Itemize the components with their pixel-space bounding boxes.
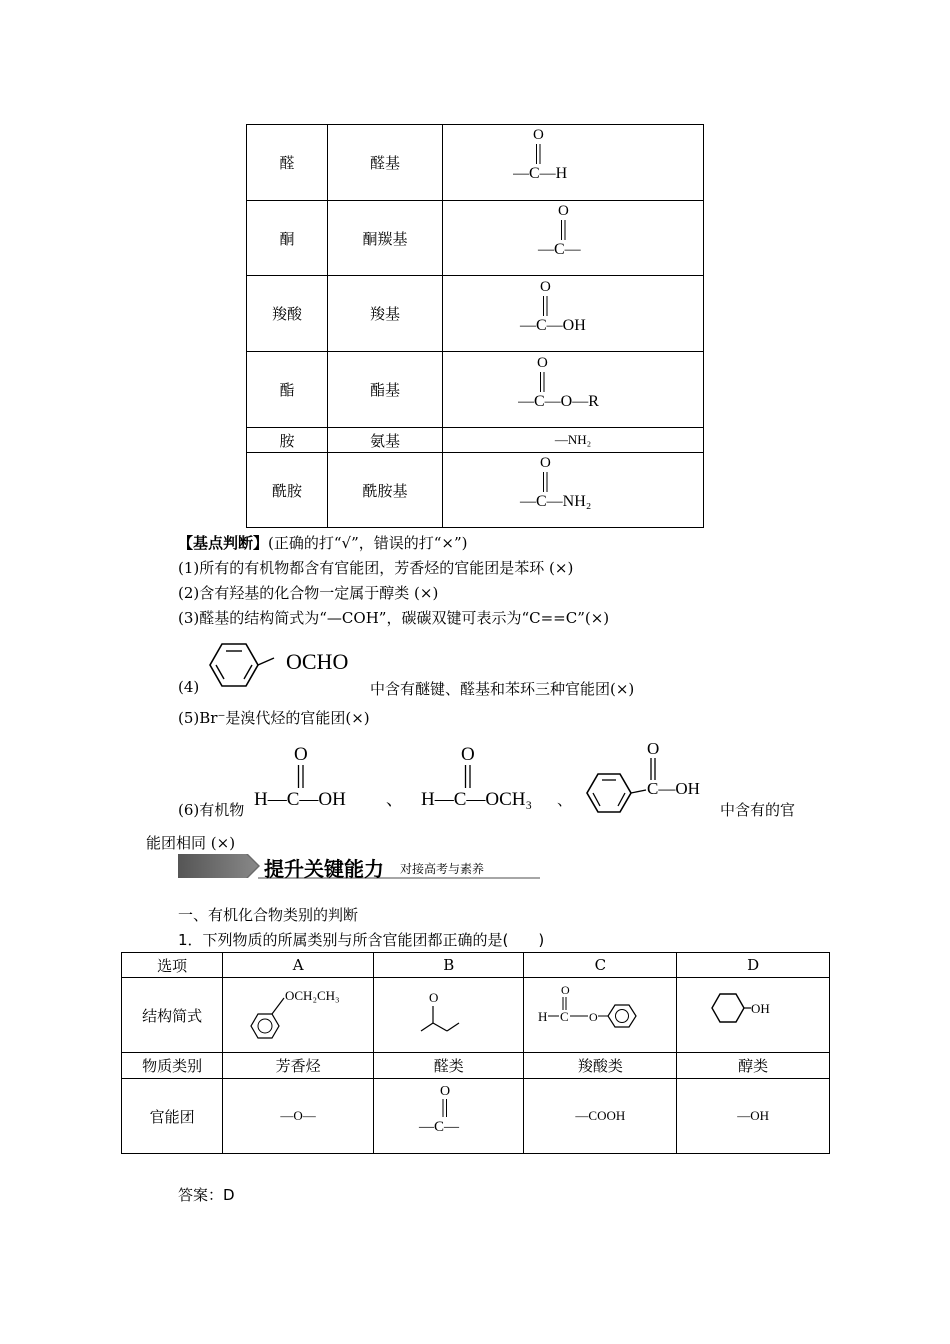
formula-text: OCHO [286,649,349,674]
formula-cell [443,453,704,528]
judgment-item-6-cont: 能团相同 (×) [146,834,236,852]
oxygen-label: O [561,983,570,997]
separator: 、 [557,793,573,809]
question-text: 1．下列物质的所属类别与所含官能团都正确的是( ) [178,931,545,949]
class-cell: 羧酸类 [524,1053,677,1079]
formic-acid-formula: H—C—OH [254,789,346,810]
table-row [122,978,830,1053]
banner-title: 提升关键能力 [264,857,384,881]
table-row [247,125,704,201]
judgment-item-4-text: 中含有醚键、醛基和苯环三种官能团(×) [370,680,635,698]
class-cell: 醛 [247,125,328,201]
phenyl-formate-structure-c [530,978,670,1048]
carboxyl-structure [518,277,628,347]
class-cell: 酮 [247,201,328,276]
oxygen-label: O [558,203,569,219]
oxygen-label: O [540,455,551,471]
oxygen-label: O [439,1084,450,1099]
group-cell: —O— [223,1079,374,1154]
group-cell: 醛基 [328,125,443,201]
structure-cell-d [677,978,830,1053]
item6-structures [254,738,724,818]
oxygen-label: O [537,354,548,371]
structure-cell-b [374,978,524,1053]
table-row [247,428,704,453]
table-header-row [122,953,830,978]
table-row [247,352,704,428]
group-cell: 酰胺基 [328,453,443,528]
judgment-instruction: (正确的打“√”，错误的打“×”) [268,534,468,552]
header-cell: 选项 [122,953,223,978]
class-cell: 酰胺 [247,453,328,528]
oxygen-label: O [533,126,544,143]
hydroxyl-label: OH [751,1001,770,1016]
judgment-item-5: (5)Br⁻是溴代烃的官能团(×) [178,709,370,727]
header-cell: B [374,953,524,978]
table-row [122,1079,830,1154]
judgment-intro [178,532,468,553]
formula-text: —C—O—R [518,392,599,410]
methyl-formate-formula: H—C—OCH₃ [421,789,533,810]
benzoic-acid-formula: C—OH [647,779,700,798]
oxygen-label: O [294,744,308,765]
oxygen-label: O [647,739,660,758]
class-cell: 羧酸 [247,276,328,352]
class-cell: 芳香烃 [223,1053,374,1079]
judgment-item-3: (3)醛基的结构简式为“—COH”，碳碳双键可表示为“C==C”(×) [178,609,610,627]
header-cell: D [677,953,830,978]
functional-group-table [246,124,704,528]
structure-cell-a [223,978,374,1053]
group-cell: 酮羰基 [328,201,443,276]
group-cell: —OH [677,1079,830,1154]
group-cell: 羧基 [328,276,443,352]
table-row [247,276,704,352]
header-cell: A [223,953,374,978]
group-cell [374,1079,524,1154]
class-cell: 酯 [247,352,328,428]
judgment-item-6-text: 中含有的官 [720,801,796,819]
table-row [247,453,704,528]
oxygen-label: O [589,1010,598,1024]
row-label: 官能团 [122,1079,223,1154]
judgment-item-2: (2)含有羟基的化合物一定属于醇类 (×) [178,584,439,602]
formula-text: —C—NH₂ [520,493,592,510]
formula-text: —C—H [513,164,568,182]
class-cell: 醇类 [677,1053,830,1079]
judgment-heading: 【基点判断】 [178,534,269,552]
aldehyde-structure [513,126,633,196]
carbon-label: C [560,1009,569,1024]
section-heading: 一、有机化合物类别的判断 [178,906,359,924]
row-label: 结构简式 [122,978,223,1053]
formula-text: —C— [538,241,581,258]
oxygen-label: O [540,278,551,295]
formula-cell [443,125,704,201]
formula-cell [443,352,704,428]
group-cell: 酯基 [328,352,443,428]
question-options-table [121,952,830,1154]
formula-cell: —NH₂ [443,428,704,453]
table-row [247,201,704,276]
class-cell: 醛类 [374,1053,524,1079]
formula-cell [443,276,704,352]
class-cell: 胺 [247,428,328,453]
ester-structure [518,353,628,423]
ketone-structure [533,201,613,271]
formula-cell [443,201,704,276]
group-cell: —COOH [524,1079,677,1154]
judgment-item-1: (1)所有的有机物都含有官能团，芳香烃的官能团是苯环 (×) [178,559,574,577]
answer-text: 答案：D [178,1186,235,1204]
cyclohexanol-structure [693,978,813,1048]
amide-structure [518,453,628,523]
phenyl-formate-structure [200,638,380,696]
banner-subtitle: 对接高考与素养 [400,862,485,876]
butanone-structure [409,978,489,1048]
ethoxy-label: OCH₂CH₃ [285,988,340,1003]
ethoxybenzene-structure [228,978,368,1048]
structure-cell-c [524,978,677,1053]
table-row [122,1053,830,1079]
hydrogen-label: H [538,1009,548,1024]
formula-text: —C—OH [520,316,586,334]
oxygen-label: O [461,744,475,765]
group-cell: 氨基 [328,428,443,453]
formula-text: —C— [418,1119,459,1135]
section-banner [178,854,540,880]
carbonyl-structure [409,1079,489,1149]
separator: 、 [386,790,403,809]
judgment-item-4-prefix: (4) [178,678,200,696]
header-cell: C [524,953,677,978]
judgment-item-6-prefix: (6)有机物 [178,801,245,819]
oxygen-label: O [428,990,439,1005]
row-label: 物质类别 [122,1053,223,1079]
